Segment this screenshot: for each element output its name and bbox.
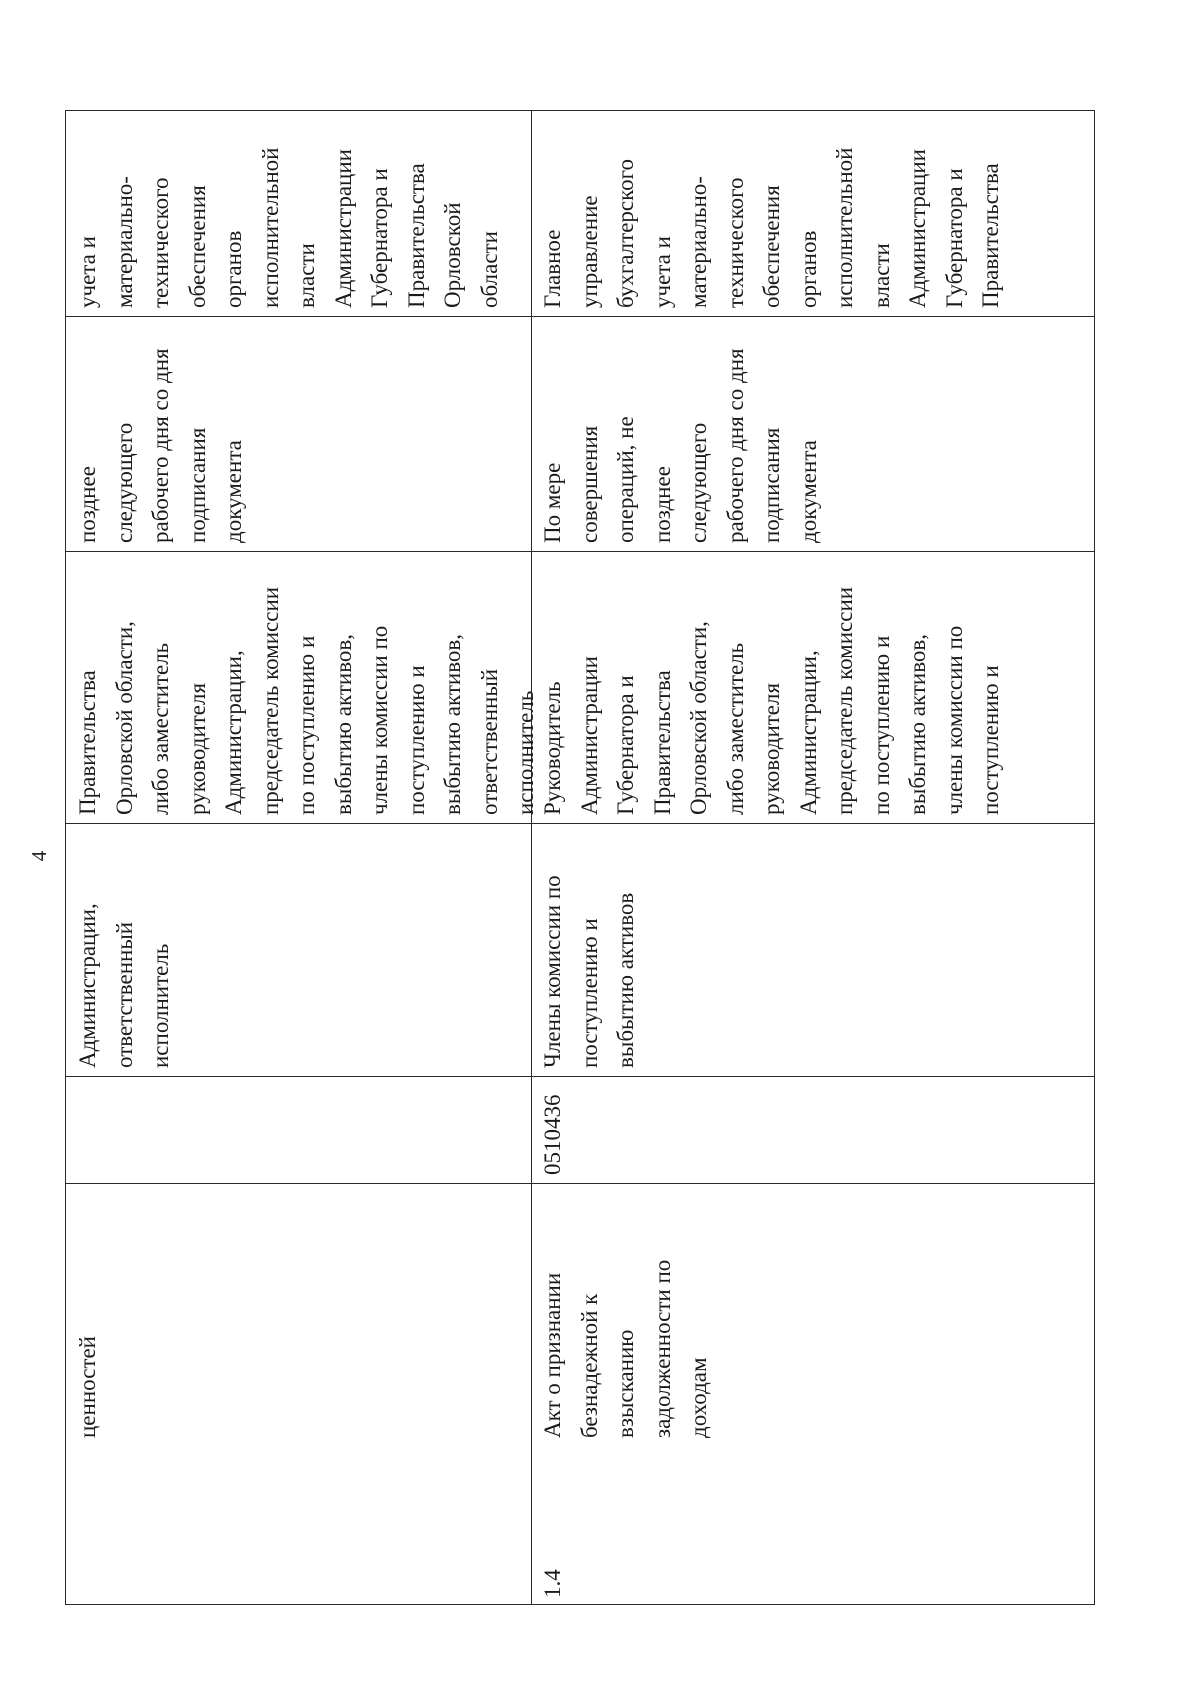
row-b-compiler-cell xyxy=(531,823,1096,1076)
row-a-recipient: учета и материально- технического обеспечения органов исполнительной власти Администрации Губернатора и Правительства Орловской области xyxy=(75,147,502,308)
row-a-code-cell xyxy=(66,1076,531,1183)
row-a-signers-cell xyxy=(66,551,538,823)
row-a-name: ценностей xyxy=(75,1336,100,1438)
row-b-signers-cell xyxy=(531,551,1096,823)
row-a-deadline-cell xyxy=(66,316,531,551)
row-a-signers: Правительства Орловской области, либо заместитель руководителя Администрации, председатель комиссии по поступлению и выбытию активов, члены комиссии по поступлению и выбытию активов, ответственный исполнитель xyxy=(75,586,538,815)
row-a-compiler: Администрации, ответственный исполнитель xyxy=(75,903,173,1068)
page-number: 4 xyxy=(27,850,51,862)
row-b-deadline: По мере совершения операций, не позднее следующего рабочего дня со дня подписания документа xyxy=(540,348,821,543)
row-a-num-cell xyxy=(66,1446,531,1606)
row-b-name: Акт о признании безнадежной к взысканию задолженности по доходам xyxy=(540,1259,711,1438)
row-a-recipient-cell xyxy=(66,111,531,316)
row-b-deadline-cell xyxy=(531,316,1096,551)
row-a-name-cell xyxy=(66,1183,531,1446)
document-table xyxy=(65,110,1095,1605)
row-b-code: 0510436 xyxy=(540,1094,565,1175)
row-b-recipient-cell xyxy=(531,111,1096,316)
row-b-code-cell xyxy=(531,1076,1096,1183)
row-a-num xyxy=(66,1446,531,1606)
row-a-compiler-cell xyxy=(66,823,531,1076)
row-b-num: 1.4 xyxy=(540,1569,565,1598)
row-b-name-cell xyxy=(531,1183,1096,1446)
row-a-deadline: позднее следующего рабочего дня со дня подписания документа xyxy=(75,348,246,543)
row-b-compiler: Члены комиссии по поступлению и выбытию активов xyxy=(540,875,638,1068)
row-b-recipient: Главное управление бухгалтерского учета и материально- технического обеспечения органов исполнительной власти Администрации Губернатора и Правительства xyxy=(540,147,1003,308)
row-b-signers: Руководитель Администрации Губернатора и Правительства Орловской области, либо заместитель руководителя Администрации, председатель комиссии по поступлению и выбытию активов, члены комиссии по поступлению и xyxy=(540,586,1003,815)
row-a-code xyxy=(66,1076,531,1183)
row-b-num-cell xyxy=(531,1446,1096,1606)
